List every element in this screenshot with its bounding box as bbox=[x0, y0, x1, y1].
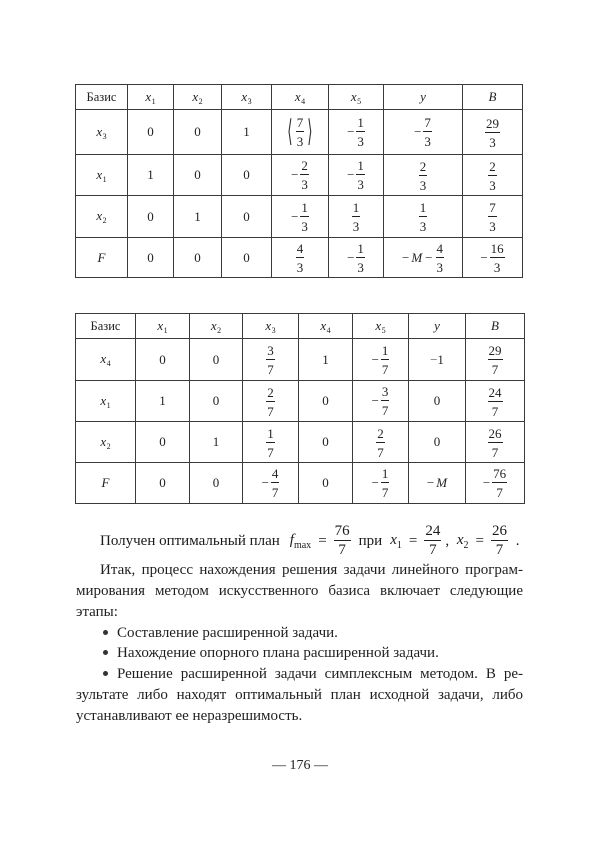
fraction: $\frac{3}{7}$ bbox=[267, 343, 274, 377]
value-cell: − $\frac{3}{7}$ bbox=[353, 381, 409, 422]
table-row bbox=[76, 238, 523, 278]
value-cell: 0 bbox=[190, 463, 243, 504]
table-row bbox=[76, 463, 525, 504]
table-row bbox=[76, 110, 523, 155]
step-item bbox=[103, 664, 523, 684]
column-header bbox=[136, 314, 190, 339]
value-cell: 0 bbox=[222, 155, 272, 196]
x1-symbol bbox=[390, 532, 402, 551]
simplex-table-1 bbox=[75, 84, 523, 278]
step-item bbox=[103, 623, 338, 643]
value-cell bbox=[463, 196, 523, 238]
basis-header: Базис bbox=[86, 90, 117, 104]
fraction: $\frac{4}{3}$ bbox=[436, 240, 444, 275]
value-cell: 1 bbox=[190, 422, 243, 463]
value-cell bbox=[353, 422, 409, 463]
fraction: $\frac{3}{7}$ bbox=[381, 384, 389, 418]
value-cell bbox=[243, 381, 299, 422]
simplex-table-2 bbox=[75, 313, 525, 504]
pivot-bracket-right: ⟩ bbox=[307, 115, 313, 148]
value-cell: − M − $\frac{4}{3}$ bbox=[384, 238, 463, 278]
column-header bbox=[76, 314, 136, 339]
value-cell: 1 bbox=[222, 110, 272, 155]
column-header bbox=[409, 314, 466, 339]
basis-header: Базис bbox=[90, 319, 121, 333]
x2-symbol bbox=[457, 532, 469, 551]
column-header bbox=[190, 314, 243, 339]
equals-sign: = bbox=[405, 532, 421, 549]
value-cell: − $\frac{2}{3}$ bbox=[272, 155, 329, 196]
value-cell: 0 bbox=[174, 155, 222, 196]
step-text: Решение расширенной задачи симплексным методом. В ре- bbox=[117, 666, 523, 682]
value-cell: 1 bbox=[136, 381, 190, 422]
value-cell bbox=[272, 238, 329, 278]
value-cell bbox=[243, 422, 299, 463]
x2-value bbox=[491, 524, 508, 558]
value-cell bbox=[272, 110, 329, 155]
value-cell bbox=[466, 381, 525, 422]
value-cell: − $\frac{4}{7}$ bbox=[243, 463, 299, 504]
variable: B bbox=[488, 89, 497, 104]
value-cell: 1 bbox=[174, 196, 222, 238]
value-cell: 1 bbox=[128, 155, 174, 196]
value-cell: 0 bbox=[136, 463, 190, 504]
x1-value bbox=[424, 524, 441, 558]
denominator: 7 bbox=[429, 542, 437, 558]
value-cell: 0 bbox=[174, 110, 222, 155]
step-item bbox=[103, 643, 439, 663]
basis-cell bbox=[76, 196, 128, 238]
x2-label: x bbox=[456, 531, 464, 548]
column-header bbox=[243, 314, 299, 339]
bullet-icon bbox=[103, 630, 108, 635]
table-row bbox=[76, 422, 525, 463]
column-header bbox=[299, 314, 353, 339]
value-cell: − $\frac{1}{3}$ bbox=[272, 196, 329, 238]
variable: $x_2$ bbox=[210, 317, 222, 335]
fraction: $\frac{76}{7}$ bbox=[493, 466, 507, 500]
equals-sign: = bbox=[315, 532, 330, 549]
column-header bbox=[384, 85, 463, 110]
header-row bbox=[76, 314, 525, 339]
value-cell: − M bbox=[409, 463, 466, 504]
column-header bbox=[76, 85, 128, 110]
column-header bbox=[272, 85, 329, 110]
fraction: $\frac{29}{3}$ bbox=[486, 115, 499, 150]
value-cell: 1 bbox=[299, 339, 353, 381]
paragraph-line: мирования методом искусственного базиса включает следующие bbox=[76, 583, 523, 599]
column-header bbox=[353, 314, 409, 339]
value-cell: 0 bbox=[299, 381, 353, 422]
value-cell: 0 bbox=[128, 238, 174, 278]
value-cell: − $\frac{76}{7}$ bbox=[466, 463, 525, 504]
step-text: Составление расширенной задачи. bbox=[117, 625, 338, 641]
fraction: $\frac{1}{3}$ bbox=[352, 200, 360, 234]
objective-label: F bbox=[97, 249, 106, 265]
numerator: 24 bbox=[425, 523, 441, 539]
table-row bbox=[76, 196, 523, 238]
value-cell bbox=[384, 196, 463, 238]
value-cell: 0 bbox=[136, 339, 190, 381]
value-cell: − $\frac{1}{3}$ bbox=[329, 238, 384, 278]
variable: $x_4$ bbox=[320, 317, 331, 335]
value-cell bbox=[466, 422, 525, 463]
value-cell: − $\frac{1}{3}$ bbox=[329, 155, 384, 196]
value-cell: − $\frac{1}{7}$ bbox=[353, 463, 409, 504]
variable: $x_2$ bbox=[192, 88, 203, 106]
variable: $x_3$ bbox=[265, 317, 276, 335]
objective-label: F bbox=[101, 475, 110, 490]
fraction: $\frac{1}{3}$ bbox=[357, 115, 364, 149]
fraction: $\frac{29}{7}$ bbox=[488, 343, 502, 377]
fraction: $\frac{2}{3}$ bbox=[489, 158, 496, 193]
bullet-icon bbox=[103, 650, 108, 655]
value-cell: 0 bbox=[222, 196, 272, 238]
numerator: 26 bbox=[492, 523, 507, 539]
value-cell: 0 bbox=[136, 422, 190, 463]
value-cell bbox=[384, 155, 463, 196]
numerator: 76 bbox=[334, 523, 350, 539]
bullet-icon bbox=[103, 671, 108, 676]
comma: , bbox=[445, 532, 453, 549]
fraction: $\frac{7}{3}$ bbox=[296, 115, 304, 149]
f-max-symbol bbox=[290, 532, 311, 551]
variable: $x_5$ bbox=[350, 88, 362, 106]
value-cell: 0 bbox=[190, 339, 243, 381]
variable: $x_3$ bbox=[96, 123, 107, 141]
fraction: $\frac{4}{7}$ bbox=[271, 466, 279, 500]
basis-cell bbox=[76, 381, 136, 422]
table-body bbox=[76, 85, 523, 278]
value-cell: − $\frac{1}{7}$ bbox=[353, 339, 409, 381]
variable: $x_1$ bbox=[145, 88, 156, 106]
table-row bbox=[76, 381, 525, 422]
fraction: $\frac{24}{7}$ bbox=[488, 384, 502, 419]
column-header bbox=[222, 85, 272, 110]
result-prefix: Получен оптимальный план bbox=[100, 532, 280, 549]
fraction: $\frac{1}{7}$ bbox=[381, 466, 389, 500]
x2-subscript: 2 bbox=[463, 539, 469, 551]
paragraph-line: этапы: bbox=[76, 604, 118, 620]
fraction: $\frac{26}{7}$ bbox=[488, 425, 502, 460]
fraction: $\frac{1}{7}$ bbox=[267, 425, 274, 460]
fraction: $\frac{16}{3}$ bbox=[490, 240, 504, 275]
variable: $x_5$ bbox=[375, 317, 386, 335]
fraction: $\frac{4}{3}$ bbox=[296, 241, 304, 275]
value-cell: − 1 bbox=[409, 339, 466, 381]
value-cell: 0 bbox=[299, 463, 353, 504]
value-cell: 0 bbox=[128, 110, 174, 155]
column-header bbox=[128, 85, 174, 110]
value-cell bbox=[243, 339, 299, 381]
column-header bbox=[329, 85, 384, 110]
fraction: $\frac{2}{3}$ bbox=[301, 158, 308, 192]
fraction: $\frac{7}{3}$ bbox=[424, 115, 431, 149]
variable: $x_1$ bbox=[157, 317, 168, 335]
value-cell: 0 bbox=[299, 422, 353, 463]
f-max-value bbox=[334, 524, 351, 558]
optimal-plan-statement bbox=[100, 524, 520, 558]
equals-sign: = bbox=[472, 532, 487, 549]
x1-subscript: 1 bbox=[396, 539, 402, 551]
fraction: $\frac{1}{3}$ bbox=[357, 240, 364, 275]
at-word: при bbox=[358, 532, 383, 549]
basis-cell bbox=[76, 110, 128, 155]
table-body bbox=[76, 314, 525, 504]
step-continuation-line: зультате либо находят оптимальный план исходной задачи, либо bbox=[76, 687, 523, 703]
column-header bbox=[174, 85, 222, 110]
fraction: $\frac{7}{3}$ bbox=[489, 200, 496, 234]
value-cell: − $\frac{7}{3}$ bbox=[384, 110, 463, 155]
column-header bbox=[466, 314, 525, 339]
fraction: $\frac{1}{3}$ bbox=[419, 200, 427, 234]
value-cell: − $\frac{16}{3}$ bbox=[463, 238, 523, 278]
value-cell bbox=[463, 155, 523, 196]
denominator: 7 bbox=[338, 542, 346, 558]
fraction: $\frac{2}{7}$ bbox=[267, 384, 274, 419]
pivot-bracket-left: ⟨ bbox=[287, 115, 293, 148]
value-cell bbox=[329, 196, 384, 238]
basis-cell bbox=[76, 339, 136, 381]
denominator: 7 bbox=[495, 542, 504, 558]
variable: $x_3$ bbox=[241, 88, 252, 106]
value-cell bbox=[466, 339, 525, 381]
basis-cell bbox=[76, 422, 136, 463]
header-row bbox=[76, 85, 523, 110]
value-cell: 0 bbox=[174, 238, 222, 278]
step-text: Нахождение опорного плана расширенной задачи. bbox=[117, 645, 439, 661]
variable: $x_1$ bbox=[96, 166, 107, 184]
f-label: f bbox=[289, 531, 294, 548]
value-cell: 0 bbox=[222, 238, 272, 278]
paragraph-line: Итак, процесс нахождения решения задачи линейного програм- bbox=[100, 562, 523, 578]
value-cell: 0 bbox=[409, 422, 466, 463]
variable: $x_4$ bbox=[100, 351, 111, 368]
basis-cell bbox=[76, 463, 136, 504]
basis-cell bbox=[76, 155, 128, 196]
variable: y bbox=[420, 89, 426, 104]
variable: $x_1$ bbox=[100, 392, 111, 410]
variable: $x_2$ bbox=[96, 208, 107, 225]
value-cell: − $\frac{1}{3}$ bbox=[329, 110, 384, 155]
value-cell: 0 bbox=[128, 196, 174, 238]
variable: B bbox=[491, 318, 499, 333]
value-cell: 0 bbox=[190, 381, 243, 422]
column-header bbox=[463, 85, 523, 110]
f-subscript: max bbox=[293, 539, 312, 551]
variable: $x_4$ bbox=[294, 88, 306, 106]
fraction: $\frac{2}{3}$ bbox=[419, 158, 427, 193]
table-row bbox=[76, 339, 525, 381]
fraction: $\frac{2}{7}$ bbox=[377, 425, 384, 460]
basis-cell bbox=[76, 238, 128, 278]
fraction: $\frac{1}{3}$ bbox=[357, 158, 364, 192]
value-cell: 0 bbox=[409, 381, 466, 422]
table-row bbox=[76, 155, 523, 196]
variable: y bbox=[434, 318, 440, 333]
fraction: $\frac{1}{7}$ bbox=[381, 342, 389, 377]
value-cell bbox=[463, 110, 523, 155]
x1-label: x bbox=[390, 531, 397, 548]
page-number: — 176 — bbox=[272, 758, 328, 773]
step-continuation-line: устанавливают ее неразрешимость. bbox=[76, 708, 303, 724]
fraction: $\frac{1}{3}$ bbox=[301, 199, 308, 234]
variable: $x_2$ bbox=[100, 433, 111, 451]
period: . bbox=[512, 532, 520, 549]
